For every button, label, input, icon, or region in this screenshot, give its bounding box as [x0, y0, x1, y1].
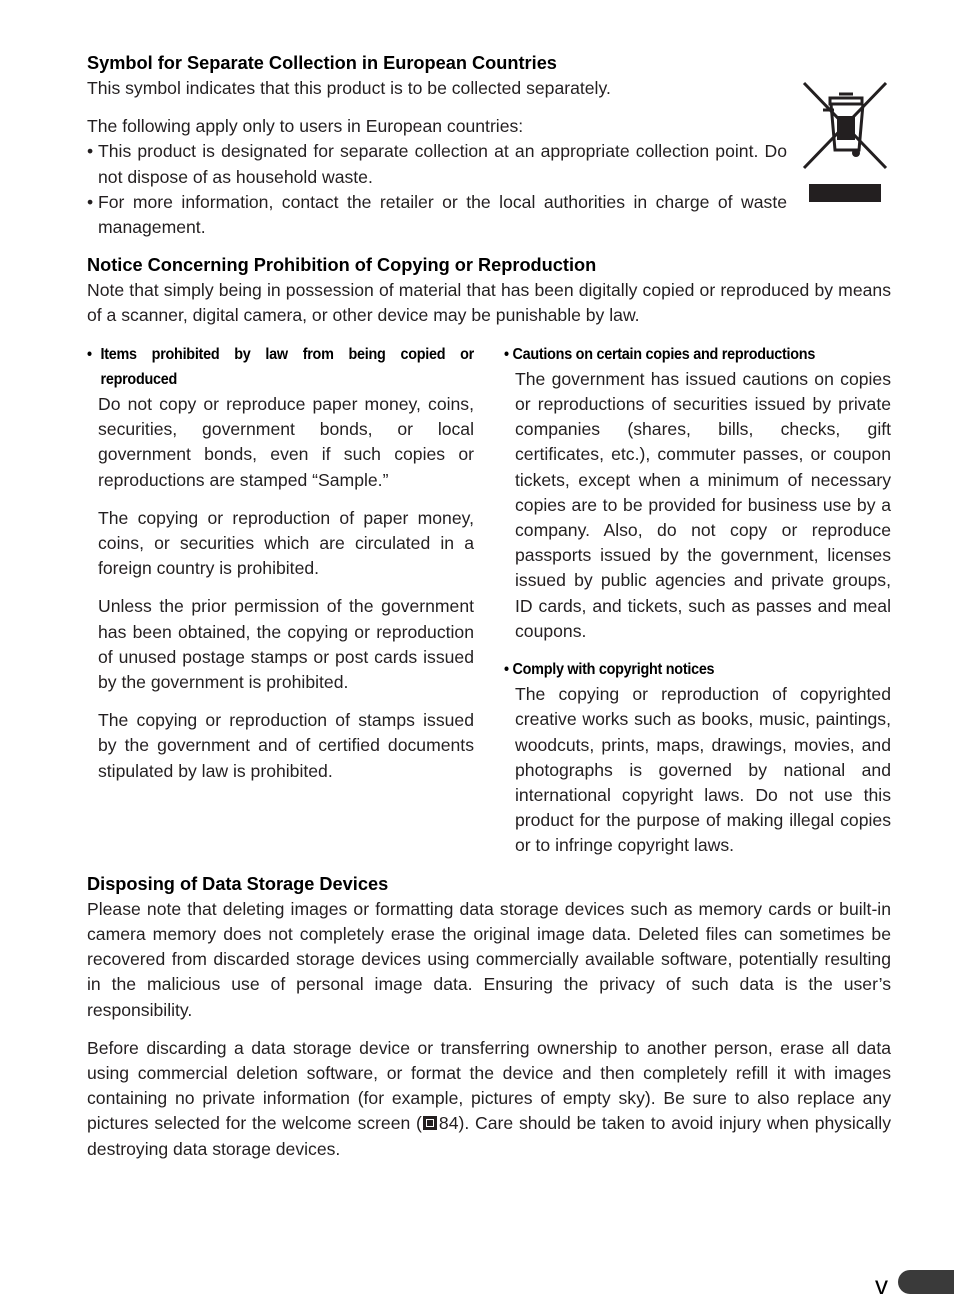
page-reference[interactable]: 84	[438, 1113, 459, 1134]
separate-collection-section	[87, 51, 891, 240]
list-item: • For more information, contact the retailer or the local authorities in charge of waste management.	[87, 191, 787, 238]
prohibited-items-column	[87, 342, 474, 859]
copying-title: Notice Concerning Prohibition of Copying or Reproduction	[87, 255, 597, 276]
separate-collection-lead: The following apply only to users in European countries:	[87, 116, 524, 137]
copying-columns	[87, 342, 891, 859]
page-number: v	[875, 1270, 888, 1300]
crossed-out-wheeled-bin-icon	[801, 80, 891, 206]
prohibited-paragraph: The copying or reproduction of stamps issued by the government and of certified documents stipulated by law is prohibited.	[98, 710, 474, 781]
disposing-paragraph-2: Before discarding a data storage device or transferring ownership to another person, erase all data using commercial deletion software, or format the device and then completely refill it with images containing no private information (for example, pictures of empty sky). Be sure to also replace any pictures selected for the welcome screen ( 84). Care should be taken to avoid injury when physically destroying data storage devices.	[87, 1037, 891, 1159]
list-item: • This product is designated for separate collection at an appropriate collection point. Do not dispose of as household waste.	[87, 141, 787, 187]
page-content	[87, 51, 891, 1162]
disposing-title: Disposing of Data Storage Devices	[87, 873, 389, 894]
copying-section	[87, 253, 891, 858]
menu-reference-icon	[423, 1116, 437, 1130]
prohibited-items-heading: • Items prohibited by law from being copied or reproduced	[87, 345, 474, 388]
page-tab	[898, 1270, 954, 1294]
disposing-section	[87, 872, 891, 1162]
prohibited-paragraph: The copying or reproduction of paper money, coins, or securities which are circulated in a foreign country is prohibited.	[98, 507, 474, 579]
prohibited-paragraph: Do not copy or reproduce paper money, coins, securities, government bonds, or local government bonds, even if such copies or reproductions are stamped “Sample.”	[98, 394, 474, 490]
prohibited-paragraph: Unless the prior permission of the government has been obtained, the copying or reproduction of unused postage stamps or post cards issued by the government is prohibited.	[98, 596, 474, 693]
separate-collection-bullets	[87, 139, 787, 240]
separate-collection-intro: This symbol indicates that this product is to be collected separately.	[87, 78, 611, 98]
separate-collection-title: Symbol for Separate Collection in European Countries	[87, 53, 557, 73]
copyright-heading: • Comply with copyright notices	[504, 661, 715, 679]
cautions-paragraph: The government has issued cautions on copies or reproductions of securities issued by private companies (shares, bills, checks, gift certificates, etc.), commuter passes, or coupon tickets, except when a minimum of necessary copies are to be provided for business use by a company. Also, do not copy or reproduce passports issued by the government, licenses issued by public agencies and private groups, ID cards, and tickets, such as passes and meal coupons.	[515, 368, 891, 641]
cautions-column	[504, 342, 891, 859]
cautions-heading: • Cautions on certain copies and reproductions	[504, 345, 816, 363]
copying-intro: Note that simply being in possession of material that has been digitally copied or reproduced by means of a scanner, digital camera, or other device may be punishable by law.	[87, 280, 891, 326]
disposing-paragraph-1: Please note that deleting images or formatting data storage devices such as memory cards or built-in camera memory does not completely erase the original image data. Deleted files can sometimes be recovered from discarded storage devices using commercially available software, potentially resulting in the malicious use of personal image data. Ensuring the privacy of such data is the user’s responsibility.	[87, 898, 891, 1020]
copyright-paragraph: The copying or reproduction of copyrighted creative works such as books, music, paintings, woodcuts, prints, maps, drawings, movies, and photographs is governed by national and international copyright laws. Do not use this product for the purpose of making illegal copies or to infringe copyright laws.	[515, 684, 891, 856]
